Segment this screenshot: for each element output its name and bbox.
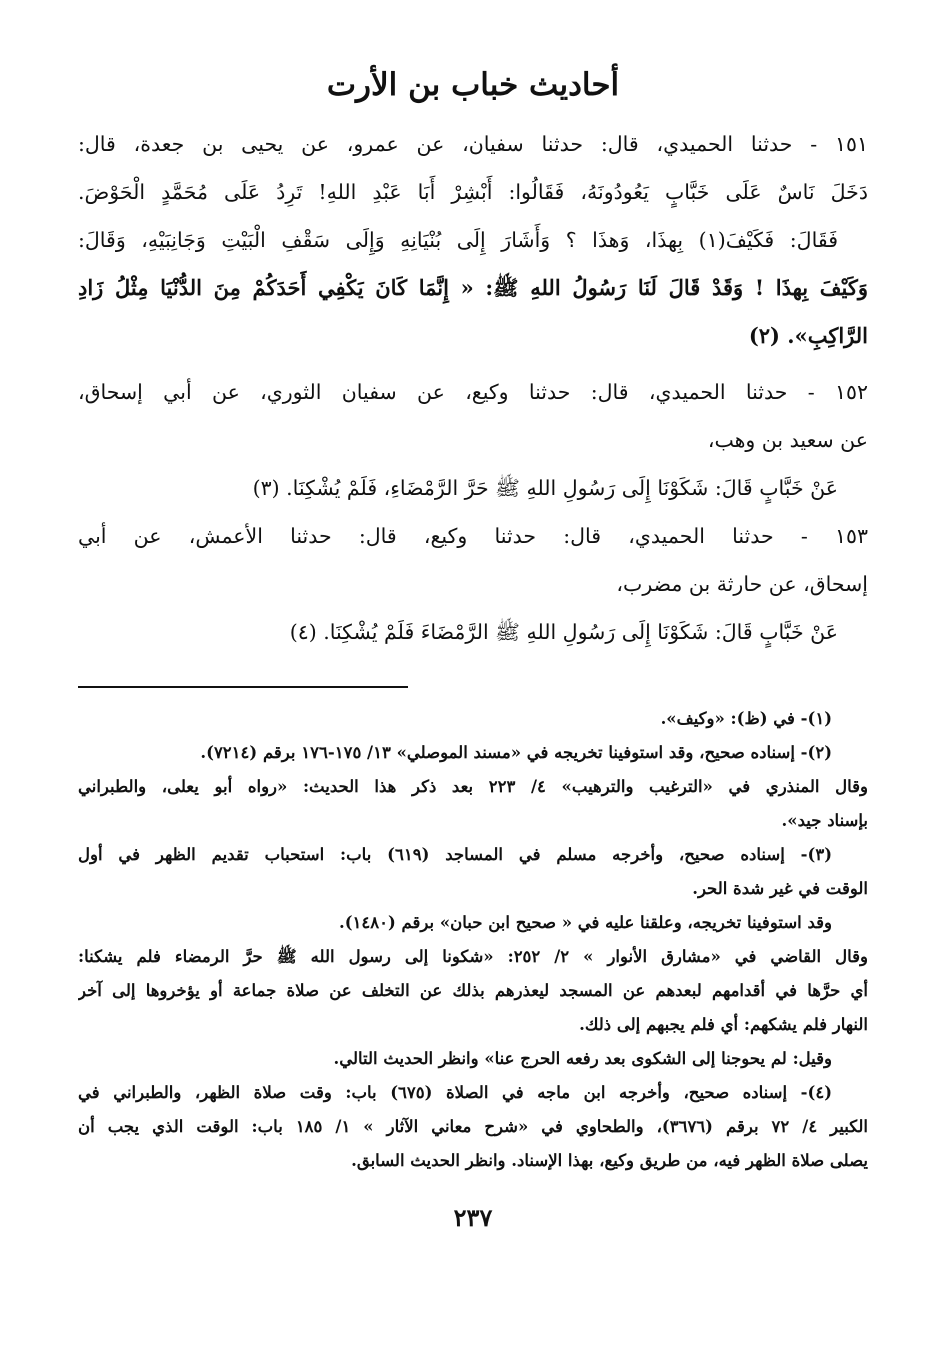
hadith-152-line-3: عَنْ خَبَّابٍ قَالَ: شَكَوْنَا إِلَى رَسُولِ اللهِ ﷺ حَرَّ الرَّمْضَاءِ، فَلَمْ يُشْكِنَا. (٣)	[252, 476, 838, 500]
chapter-title: أحاديث خباب بن الأرت	[326, 67, 620, 103]
hadith-152-line-1: ١٥٢ - حدثنا الحميدي، قال: حدثنا وكيع، عن سفيان الثوري، عن أبي إسحاق،	[78, 380, 868, 404]
hadith-152	[78, 368, 868, 512]
footnote-3-line-5: أي حرَّها في أقدامهم لبعدهم عن المسجد ليعذرهم بذلك عن التخلف عن صلاة جماعة أو يؤخروها إلى آخر	[78, 981, 868, 1000]
footnote-3-line-7: وقيل: لم يحوجنا إلى الشكوى بعد رفعه الحرج عنا» وانظر الحديث التالي.	[333, 1049, 832, 1068]
hadith-151-line-1: ١٥١ - حدثنا الحميدي، قال: حدثنا سفيان، عن عمرو، عن يحيى بن جعدة، قال:	[78, 132, 868, 156]
page-number: ٢٣٧	[453, 1203, 493, 1232]
footnote-3-line-3: وقد استوفينا تخريجه، وعلقنا عليه في « صحيح ابن حبان» برقم (١٤٨٠).	[338, 913, 832, 932]
footnote-1: (١)- في (ظ): «وكيف».	[660, 709, 832, 728]
footnote-2: (٢)- إسناده صحيح، وقد استوفينا تخريجه في «مسند الموصلي» ١٣/ ١٧٥-١٧٦ برقم (٧٢١٤).	[200, 743, 832, 762]
hadith-151-line-3: فَقَالَ: فَكَيْفَ(١) بِهذَا، وَهذَا ؟ وَأَشَارَ إِلَى بُنْيَانِهِ وَإِلَى سَقْفِ الْبَيْتِ وَجَانِبَيْهِ، وَقَالَ:	[78, 228, 838, 252]
footnote-3-line-4: وقال القاضي في «مشارق الأنوار » ٢/ ٢٥٢: «شكونا إلى رسول الله ﷺ حرَّ الرمضاء فلم يشكنا:	[78, 947, 868, 966]
footnote-4: (٤)- إسناده صحيح، وأخرجه ابن ماجه في الصلاة (٦٧٥) باب: وقت صلاة الظهر، والطبراني في	[78, 1083, 832, 1102]
hadith-151-line-2: دَخَلَ نَاسٌ عَلَى خَبَّابٍ يَعُودُونَهُ، فَقَالُوا: أَبْشِرْ أَبَا عَبْدِ اللهِ! تَرِدُ عَلَى مُحَمَّدٍ الْحَوْضَ.	[78, 180, 868, 204]
book-page	[78, 58, 868, 1348]
footnote-2-line-2: وقال المنذري في «الترغيب والترهيب» ٤/ ٢٢٣ بعد ذكر هذا الحديث: «رواه أبو يعلى، والطبراني	[78, 777, 868, 796]
hadith-153-line-2: إسحاق، عن حارثة بن مضرب،	[616, 572, 868, 596]
footnote-4-line-3: يصلى صلاة الظهر فيه، من طريق وكيع، بهذا الإسناد. وانظر الحديث السابق.	[351, 1151, 868, 1170]
footnote-3: (٣)- إسناده صحيح، وأخرجه مسلم في المساجد (٦١٩) باب: استحباب تقديم الظهر في أول	[78, 845, 833, 864]
hadith-151	[78, 120, 868, 360]
footnote-separator	[78, 686, 408, 688]
hadith-153-line-1: ١٥٣ - حدثنا الحميدي، قال: حدثنا وكيع، قال: حدثنا الأعمش، عن أبي	[78, 524, 868, 548]
hadith-153	[78, 512, 868, 656]
main-text	[78, 120, 868, 656]
footnote-4-line-2: الكبير ٤/ ٧٢ برقم (٣٦٧٦)، والطحاوي في «شرح معاني الآثار » ١/ ١٨٥ باب: الوقت الذي يجب أن	[78, 1117, 868, 1136]
footnote-3-line-6: النهار فلم يشكهم: أي فلم يجبهم إلى ذلك.	[579, 1015, 868, 1034]
footnote-3-line-2: الوقت في غير شدة الحر.	[692, 879, 868, 898]
hadith-151-line-4: وَكَيْفَ بِهذَا ! وَقَدْ قَالَ لَنَا رَسُولُ اللهِ ﷺ: « إِنَّمَا كَانَ يَكْفِي أَحَدَكُمْ مِنَ الدُّنْيَا مِثْلُ زَادِ	[78, 275, 868, 300]
hadith-151-line-5: الرَّاكِبِ». (٢)	[748, 323, 868, 348]
footnote-2-line-3: بإسناد جيد».	[781, 811, 868, 830]
hadith-153-line-3: عَنْ خَبَّابٍ قَالَ: شَكَوْنَا إِلَى رَسُولِ اللهِ ﷺ الرَّمْضَاءَ فَلَمْ يُشْكِنَا. (٤)	[289, 620, 838, 644]
footnotes	[78, 702, 868, 1178]
hadith-152-line-2: عن سعيد بن وهب،	[707, 428, 868, 452]
